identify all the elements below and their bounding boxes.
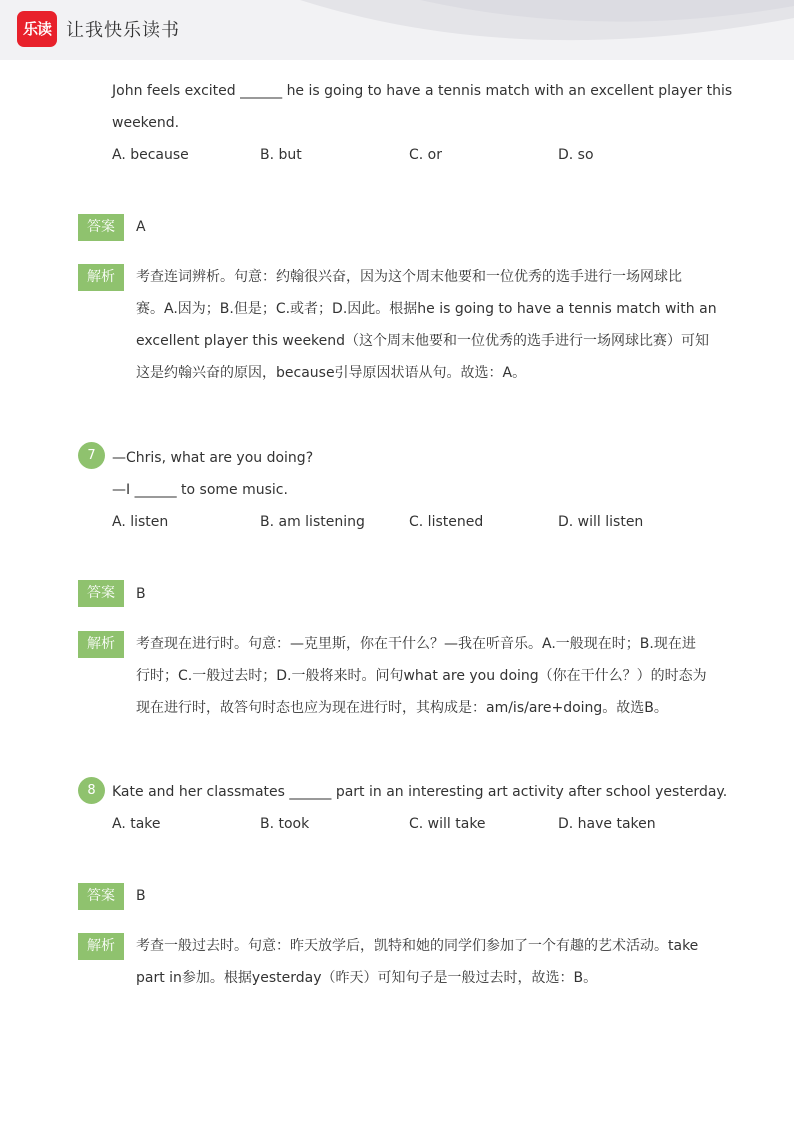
question-8-option-c: C. will take — [409, 816, 486, 832]
question-6-option-d: D. so — [558, 147, 594, 163]
question-6-analysis-line-3: excellent player this weekend（这个周末他要和一位优秀的选手进行一场网球比赛）可知 — [136, 333, 710, 349]
page-header — [0, 0, 794, 60]
app-logo: 乐读 — [17, 11, 57, 47]
question-8-analysis-tag: 解析 — [78, 933, 124, 960]
question-7-option-c: C. listened — [409, 514, 484, 530]
question-7-number-badge: 7 — [78, 442, 105, 469]
question-7-option-d: D. will listen — [558, 514, 644, 530]
question-7-text-line-2: —I ______ to some music. — [112, 482, 288, 498]
question-7-analysis-line-3: 现在进行时，故答句时态也应为现在进行时，其构成是：am/is/are+doing。故选B。 — [136, 700, 668, 716]
question-7-text-line-1: —Chris, what are you doing? — [112, 450, 314, 466]
question-8-number-badge: 8 — [78, 777, 105, 804]
question-6-analysis-line-2: 赛。A.因为；B.但是；C.或者；D.因此。根据he is going to have a tennis match with an — [136, 301, 717, 317]
brand-slogan: 让我快乐读书 — [66, 20, 180, 41]
question-8-option-a: A. take — [112, 816, 161, 832]
question-6-option-a: A. because — [112, 147, 189, 163]
question-6-option-c: C. or — [409, 147, 442, 163]
question-7-answer: B — [136, 586, 146, 602]
question-8-analysis-line-1: 考查一般过去时。句意：昨天放学后，凯特和她的同学们参加了一个有趣的艺术活动。take — [136, 938, 699, 954]
question-8-option-b: B. took — [260, 816, 310, 832]
question-7-analysis-tag: 解析 — [78, 631, 124, 658]
question-8-answer-tag: 答案 — [78, 883, 124, 910]
question-7-analysis-line-2: 行时；C.一般过去时；D.一般将来时。问句what are you doing（你在干什么？）的时态为 — [136, 668, 707, 684]
question-7-answer-tag: 答案 — [78, 580, 124, 607]
question-8-analysis-line-2: part in参加。根据yesterday（昨天）可知句子是一般过去时，故选：B。 — [136, 970, 598, 986]
question-7-option-a: A. listen — [112, 514, 169, 530]
question-6-analysis-line-1: 考查连词辨析。句意：约翰很兴奋，因为这个周末他要和一位优秀的选手进行一场网球比 — [136, 269, 682, 285]
question-6-option-b: B. but — [260, 147, 302, 163]
question-6-text-line-2: weekend. — [112, 115, 180, 131]
question-7-analysis-line-1: 考查现在进行时。句意：—克里斯，你在干什么？—我在听音乐。A.一般现在时；B.现在进 — [136, 636, 696, 652]
question-6-analysis-line-4: 这是约翰兴奋的原因，because引导原因状语从句。故选：A。 — [136, 365, 527, 381]
question-8-text-line-1: Kate and her classmates ______ part in an interesting art activity after school yesterday. — [112, 784, 728, 800]
question-6-text-line-1: John feels excited ______ he is going to have a tennis match with an excellent player this — [112, 83, 733, 99]
question-8-option-d: D. have taken — [558, 816, 656, 832]
question-7-option-b: B. am listening — [260, 514, 365, 530]
question-6-analysis-tag: 解析 — [78, 264, 124, 291]
question-8-answer: B — [136, 888, 146, 904]
question-6-answer-tag: 答案 — [78, 214, 124, 241]
question-6-answer: A — [136, 219, 146, 235]
